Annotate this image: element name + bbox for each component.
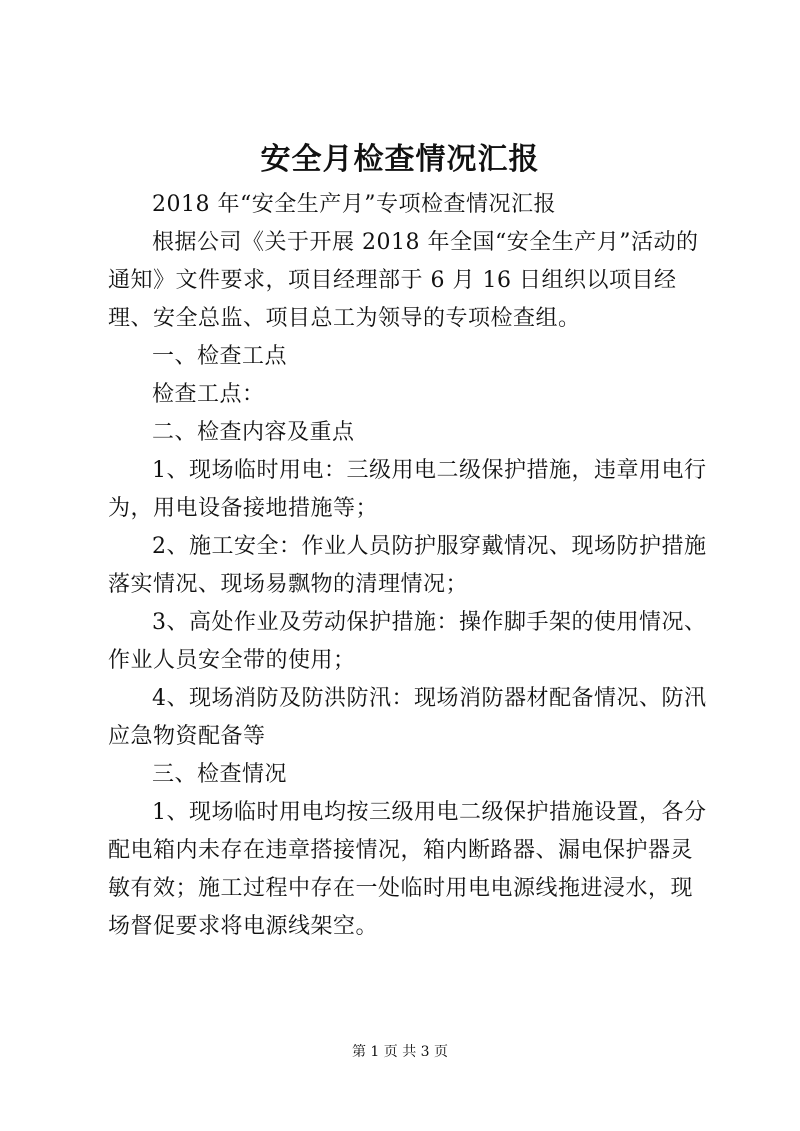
list-item: 2、施工安全：作业人员防护服穿戴情况、现场防护措施落实情况、现场易飘物的清理情况； — [108, 534, 707, 597]
paragraph-inspection-site: 检查工点： — [152, 382, 265, 407]
document-title: 安全月检查情况汇报 — [260, 142, 540, 177]
section-heading-2: 二、检查内容及重点 — [152, 420, 355, 445]
paragraph-intro: 根据公司《关于开展 2018 年全国“安全生产月”活动的通知》文件要求，项目经理部于 6 月 16 日组织以项目经理、安全总监、项目总工为领导的专项检查组。 — [108, 230, 699, 331]
list-item: 1、现场临时用电均按三级用电二级保护措施设置，各分配电箱内未存在违章搭接情况，箱内断路器、漏电保护器灵敏有效；施工过程中存在一处临时用电电源线拖进浸水，现场督促要求将电源线架空。 — [108, 800, 707, 939]
page-number-footer: 第 1 页 共 3 页 — [351, 1044, 449, 1060]
paragraph-subtitle: 2018 年“安全生产月”专项检查情况汇报 — [152, 192, 556, 217]
list-item: 4、现场消防及防洪防汛：现场消防器材配备情况、防汛应急物资配备等 — [108, 686, 707, 749]
document-body — [108, 186, 708, 946]
list-item: 1、现场临时用电：三级用电二级保护措施，违章用电行为，用电设备接地措施等； — [108, 458, 707, 521]
section-heading-3: 三、检查情况 — [152, 762, 288, 787]
section-heading-1: 一、检查工点 — [152, 344, 288, 369]
list-item: 3、高处作业及劳动保护措施：操作脚手架的使用情况、作业人员安全带的使用； — [108, 610, 707, 673]
